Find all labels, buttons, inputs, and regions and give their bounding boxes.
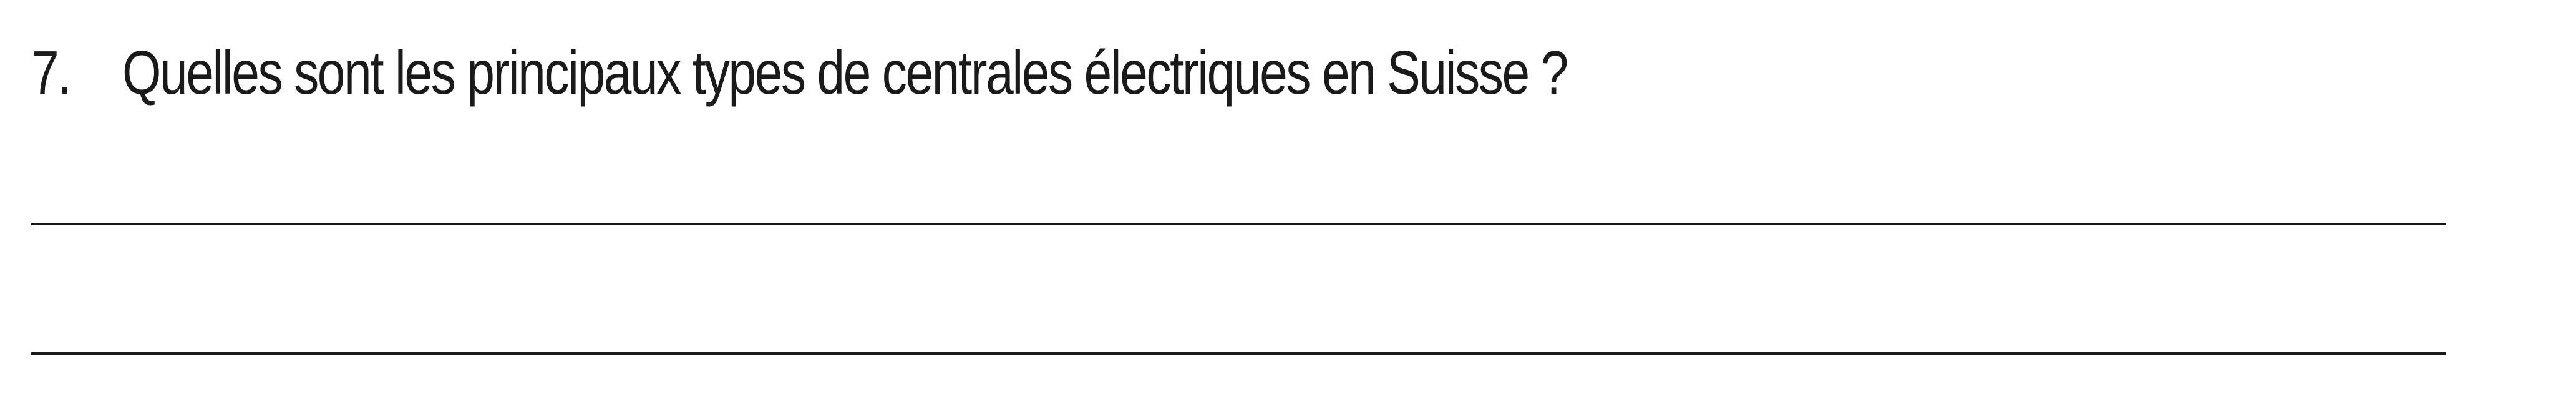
question-text: Quelles sont les principaux types de centrales électriques en Suisse ? xyxy=(122,38,1567,107)
question-number: 7. xyxy=(31,38,70,107)
question-item xyxy=(31,35,1567,110)
answer-line-1[interactable] xyxy=(31,223,2446,225)
answer-line-2[interactable] xyxy=(31,352,2446,355)
